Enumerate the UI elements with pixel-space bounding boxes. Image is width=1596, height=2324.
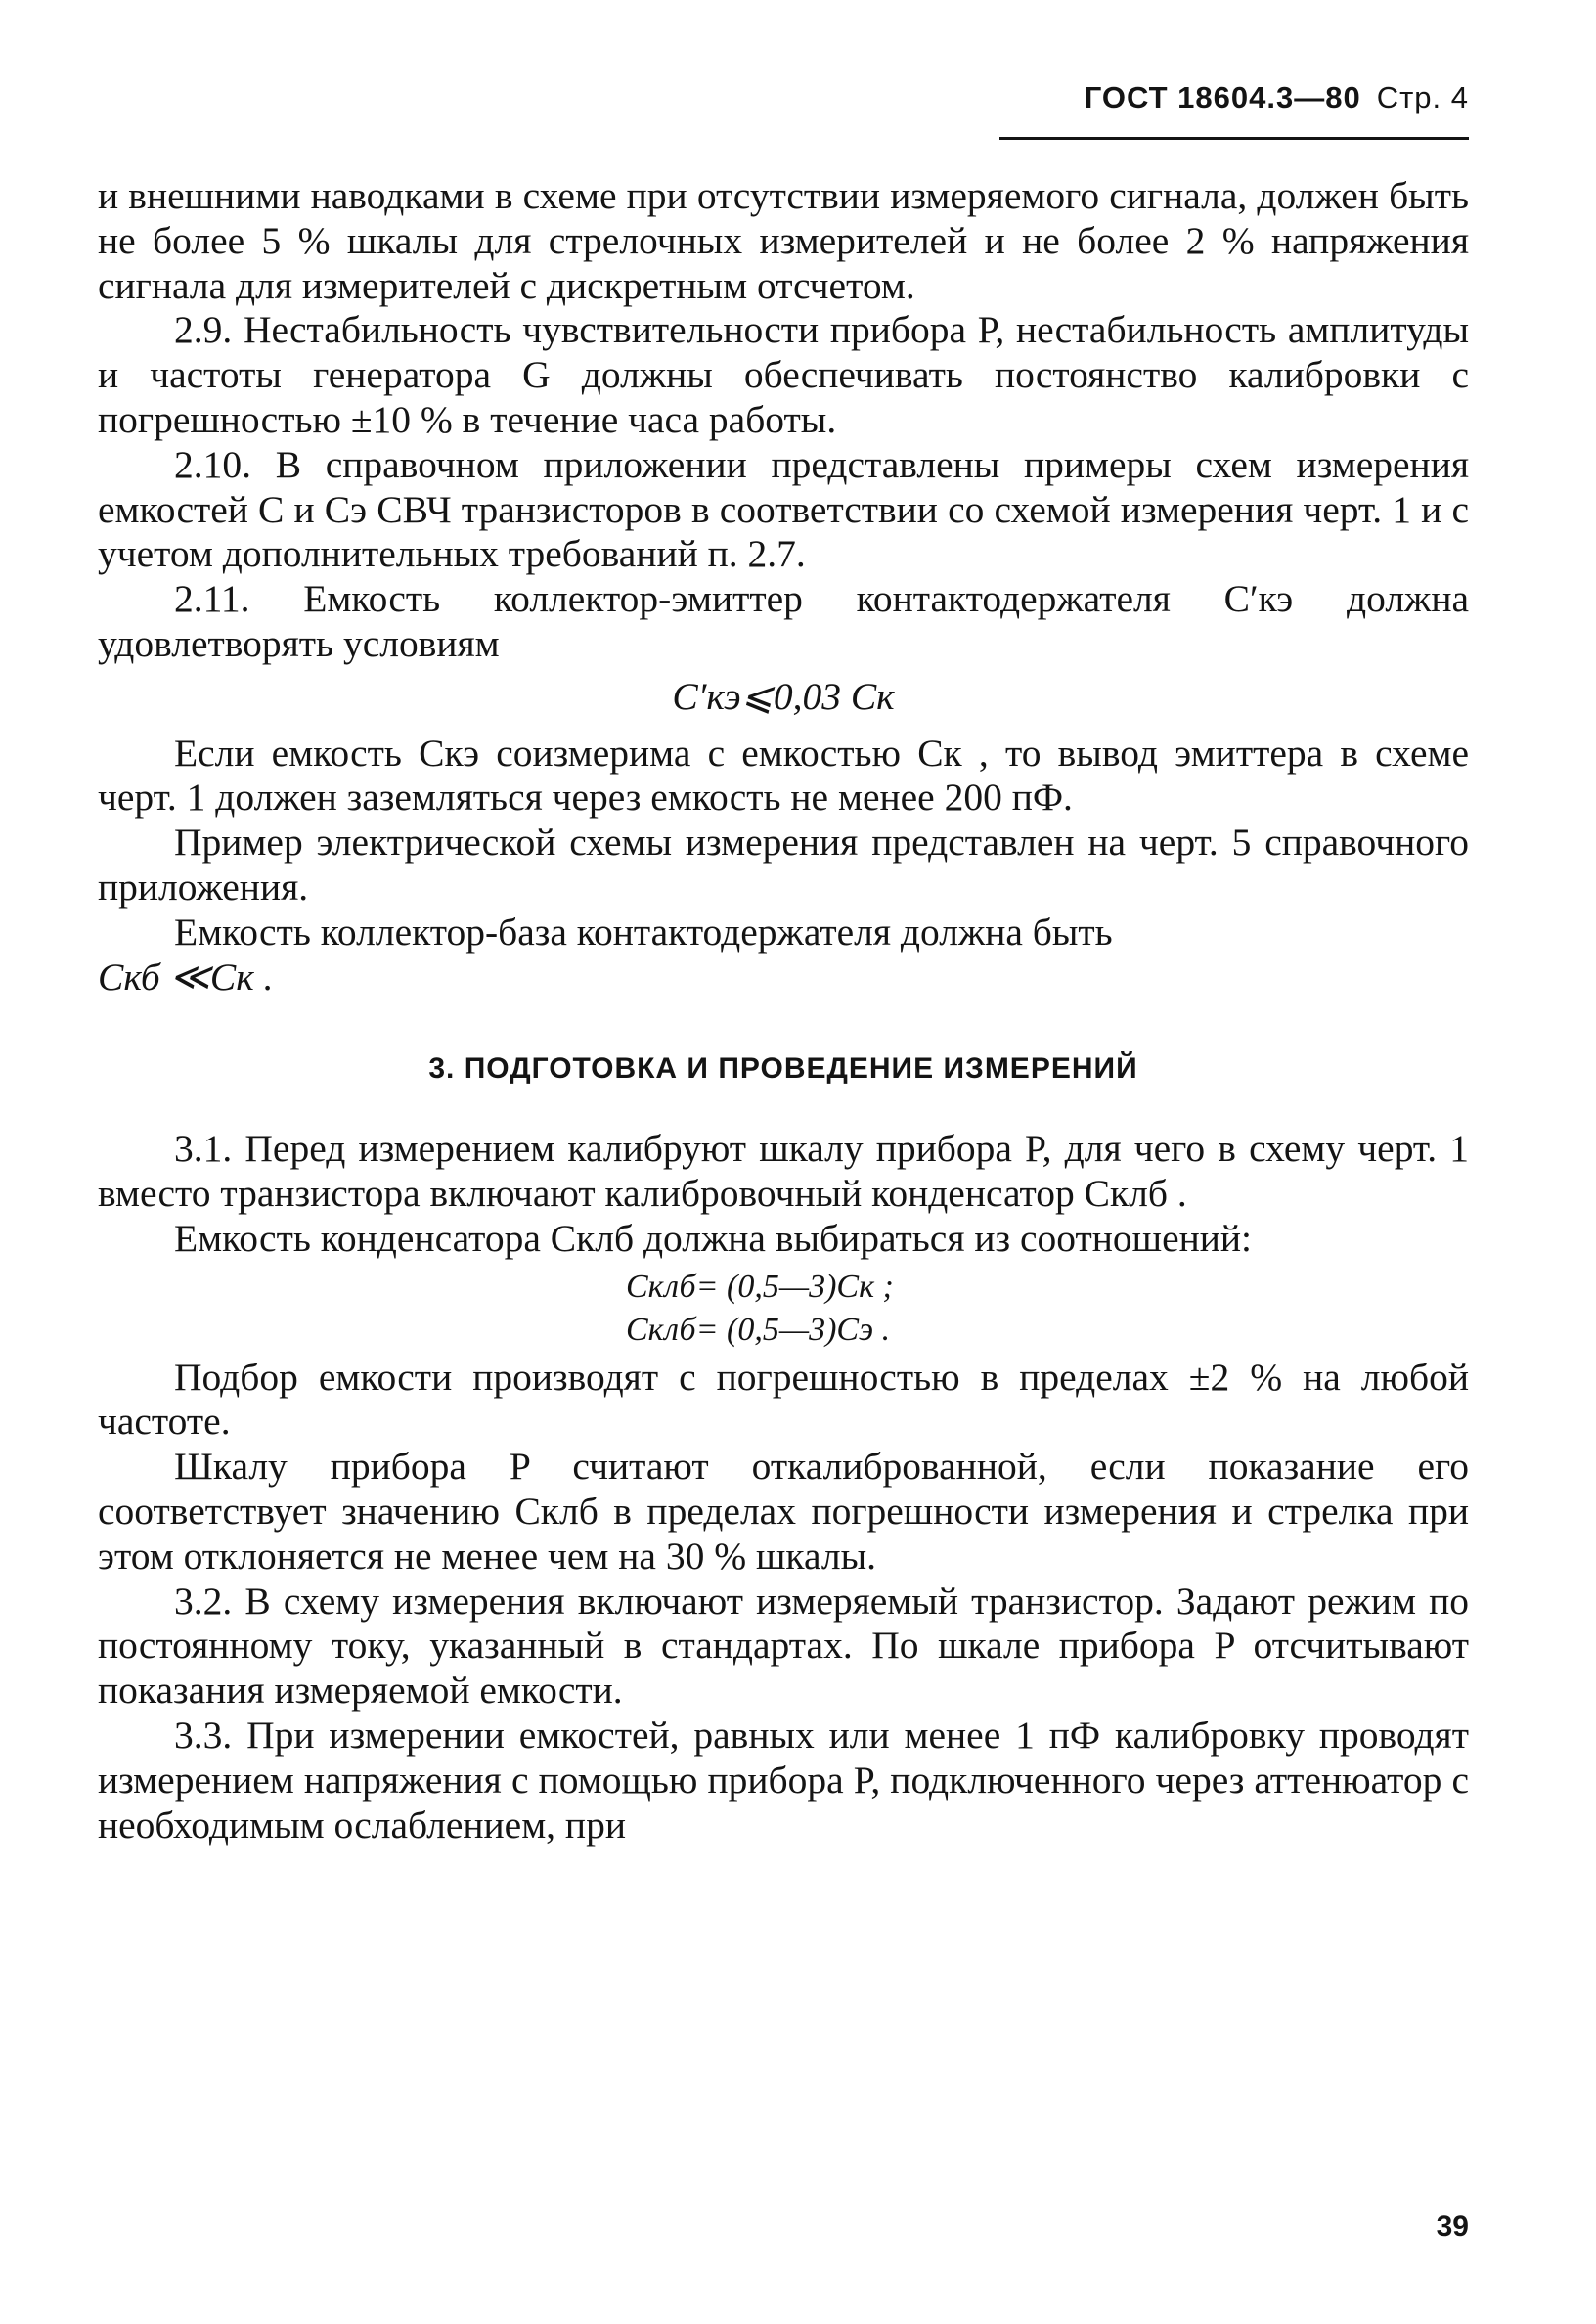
header-rule (999, 137, 1469, 140)
paragraph-example-scheme: Пример электрической схемы измерения представлен на черт. 5 справочного приложения. (98, 821, 1469, 909)
page-number: 39 (1436, 2211, 1469, 2243)
clause-3-3: 3.3. При измерении емкостей, равных или менее 1 пФ калибровку проводят измерением напряжения с помощью прибора P, подключенного через аттенюатор с необходимым ослаблением, при (98, 1713, 1469, 1847)
formula-cklb-ce: Cклб= (0,5—3)Cэ . (626, 1311, 891, 1348)
clause-2-9: 2.9. Нестабильность чувствительности прибора P, нестабильность амплитуды и частоты генератора G должны обеспечивать постоянство калибровки с погрешностью ±10 % в течение часа работы. (98, 308, 1469, 441)
standard-number: ГОСТ 18604.3—80 (1084, 80, 1361, 114)
formula-cklb-ck: Cклб= (0,5—3)Cк ; (626, 1268, 894, 1305)
clause-3-2: 3.2. В схему измерения включают измеряемый транзистор. Задают режим по постоянному току, указанный в стандартах. По шкале прибора P отсчитывают показания измеряемой емкости. (98, 1579, 1469, 1713)
formula-ck-condition: C′кэ⩽0,03 Cк (672, 674, 895, 718)
clause-2-11: 2.11. Емкость коллектор-эмиттер контактодержателя C′кэ должна удовлетворять условиям (98, 577, 1469, 665)
paragraph-accuracy: Подбор емкости производят с погрешностью в пределах ±2 % на любой частоте. (98, 1355, 1469, 1444)
document-body (98, 174, 1469, 1848)
page-header (1017, 80, 1469, 115)
paragraph-capacitor-ratio: Емкость конденсатора Cклб должна выбираться из соотношений: (174, 1216, 1252, 1260)
paragraph-emitter-ground: Если емкость Cкэ соизмерима с емкостью Cк , то вывод эмиттера в схеме черт. 1 должен заземляться через емкость не менее 200 пФ. (98, 731, 1469, 820)
page-label: Стр. 4 (1376, 80, 1469, 114)
section-heading-3: 3. ПОДГОТОВКА И ПРОВЕДЕНИЕ ИЗМЕРЕНИЙ (428, 1052, 1138, 1086)
paragraph-calibrated-scale: Шкалу прибора P считают откалиброванной, если показание его соответствует значению Cклб в пределах погрешности измерения и стрелка при этом отклоняется не менее чем на 30 % шкалы. (98, 1445, 1469, 1578)
clause-2-10: 2.10. В справочном приложении представлены примеры схем измерения емкостей C и Cэ СВЧ транзисторов в соответствии со схемой измерения черт. 1 и с учетом дополнительных требований п. 2.7. (98, 442, 1469, 576)
clause-3-1: 3.1. Перед измерением калибруют шкалу прибора P, для чего в схему черт. 1 вместо транзистора включают калибровочный конденсатор Cклб . (98, 1127, 1469, 1215)
paragraph-continuation: и внешними наводками в схеме при отсутствии измеряемого сигнала, должен быть не более 5 % шкалы для стрелочных измерителей и не более 2 % напряжения сигнала для измерителей с дискретным отсчетом. (98, 174, 1469, 307)
paragraph-collector-base: Емкость коллектор-база контактодержателя должна быть (174, 910, 1113, 954)
formula-ckb: Cкб ≪Cк . (98, 955, 274, 999)
